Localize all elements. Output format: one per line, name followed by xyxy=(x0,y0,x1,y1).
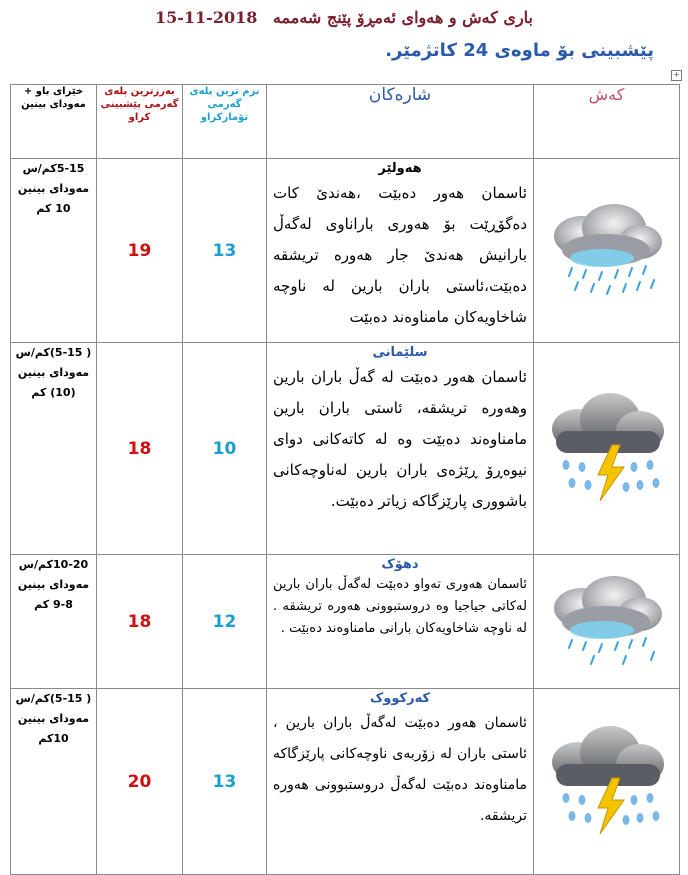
cloud-rain-sun-icon xyxy=(542,194,672,304)
city-forecast-cell xyxy=(267,555,534,689)
wind-visibility-cell: ( 5-15)کم/س مەودای بینین 10کم xyxy=(11,689,97,875)
min-temp-cell: 10 xyxy=(183,343,267,555)
min-temp-cell: 12 xyxy=(183,555,267,689)
city-forecast-cell xyxy=(267,689,534,875)
forecast-description: ئاسمان هەور دەبێت لەگەڵ باران بارین ، ئاستی باران لە زۆربەی ناوچەکانی پارێزگاکە مامناوەند دەبێت لەگەڵ دروستبوونی هەورە تریشقە. xyxy=(273,715,527,824)
city-name: دهۆک xyxy=(381,557,419,572)
wind-visibility-cell: ( 5-15)کم/س مەودای بینین (10) کم xyxy=(11,343,97,555)
thunderstorm-icon xyxy=(542,720,672,840)
header-cities: شارەکان xyxy=(267,85,534,159)
min-temp-cell: 13 xyxy=(183,689,267,875)
weather-icon-cell xyxy=(534,555,680,689)
table-row xyxy=(11,689,680,875)
city-name: کەرکووک xyxy=(369,691,431,706)
table-row xyxy=(11,555,680,689)
weather-icon-cell xyxy=(534,689,680,875)
table-row xyxy=(11,343,680,555)
table-header-row xyxy=(11,85,680,159)
max-temp-cell: 18 xyxy=(97,555,183,689)
forecast-table xyxy=(10,84,680,875)
max-temp-cell: 18 xyxy=(97,343,183,555)
weather-icon-cell xyxy=(534,159,680,343)
header-min-temp: نزم ترین پلەی گەرمی تۆمارکراو xyxy=(183,85,267,159)
min-temp-cell: 13 xyxy=(183,159,267,343)
wind-visibility-cell: 10-20کم/س مەودای بینین 8-9 کم xyxy=(11,555,97,689)
header-weather: کەش xyxy=(534,85,680,159)
city-forecast-cell xyxy=(267,159,534,343)
city-name: هەولێر xyxy=(378,161,422,176)
forecast-description: ئاسمان هەوری تەواو دەبێت لەگەڵ باران بارین لەکاتی جیاجیا وە دروستبوونی هەورە تریشقە . لە ناوچە شاخاویەکان بارانی مامناوەند دەبێت . xyxy=(273,577,527,636)
city-forecast-cell xyxy=(267,343,534,555)
weather-icon-cell xyxy=(534,343,680,555)
max-temp-cell: 20 xyxy=(97,689,183,875)
table-row xyxy=(11,159,680,343)
city-name: سلێمانی xyxy=(372,345,428,360)
max-temp-cell: 19 xyxy=(97,159,183,343)
header-wind-visibility: خێرای باو + مەودای بینین xyxy=(11,85,97,159)
table-move-handle-icon[interactable]: + xyxy=(671,70,682,81)
report-title: باری کەش و هەوای ئەمڕۆ پێنج شەممە xyxy=(272,8,533,27)
forecast-description: ئاسمان هەور دەبێت لە گەڵ باران بارین وهەورە تریشقە، ئاستی باران بارین مامناوەند دەبێت وە لە کاتەکانی دوای نیوەڕۆ ڕێژەی باران بارین لەناوچەکانی باشووری پارێزگاکە زیاتر دەبێت. xyxy=(273,368,527,510)
report-date: 2018-11-15 xyxy=(155,8,258,27)
forecast-subtitle: پێشبینی بۆ ماوەی 24 کاتژمێر. xyxy=(385,40,654,61)
cloud-rain-sun-icon xyxy=(542,570,672,670)
header-max-temp: بەرزترین پلەی گەرمی پێشبینی کراو xyxy=(97,85,183,159)
page-title xyxy=(0,8,688,27)
thunderstorm-icon xyxy=(542,387,672,507)
wind-visibility-cell: 5-15کم/س مەودای بینین 10 کم xyxy=(11,159,97,343)
forecast-description: ئاسمان هەور دەبێت ،هەندێ کات دەگۆڕێت بۆ هەوری باراناوی لەگەڵ بارانیش هەندێ جار هەورە تریشقە دەبێت،ئاستی باران بارین لە ناوچە شاخاویەکان مامناوەند دەبێت xyxy=(273,184,527,326)
